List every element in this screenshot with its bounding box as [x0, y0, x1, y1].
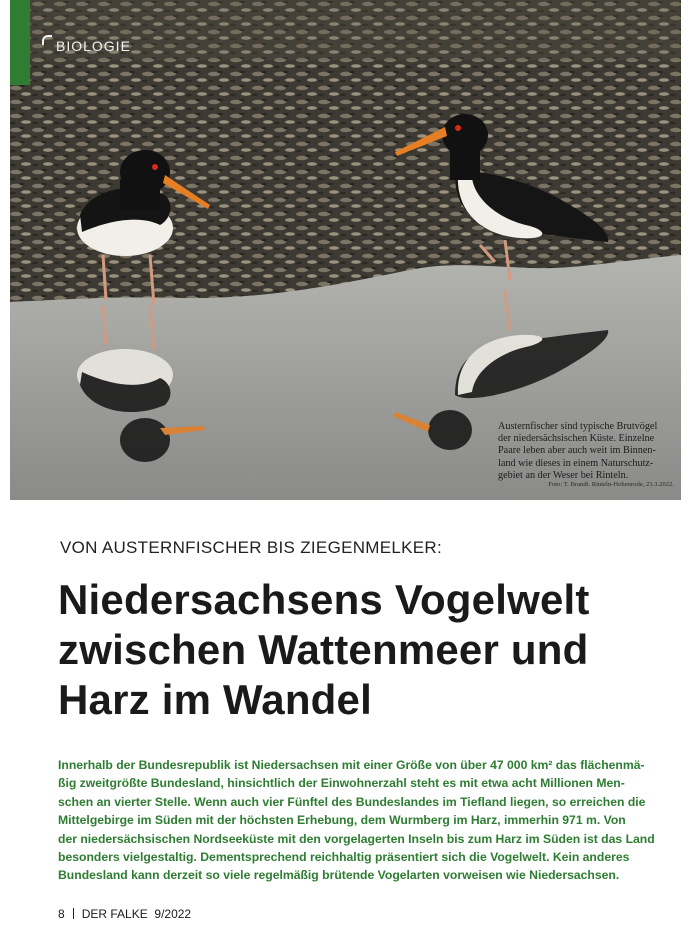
- caption-line: Paare leben aber auch weit im Binnen-: [498, 445, 656, 457]
- caption-line: gebiet an der Weser bei Rinteln.: [498, 469, 629, 481]
- headline-line: zwischen Wattenmeer und: [58, 626, 589, 673]
- magazine-name: DER FALKE: [81, 907, 148, 921]
- photo-caption: [498, 421, 674, 482]
- lead-line: Mittelgebirge im Süden mit der höchsten Erhebung, dem Wurmberg im Harz, immerhin 971 m. Von: [58, 813, 626, 828]
- caption-line: Austernfischer sind typische Brutvögel: [498, 421, 658, 432]
- headline-line: Niedersachsens Vogelwelt: [58, 576, 590, 623]
- lead-line: ßig zweitgrößte Bundesland, hinsichtlich der Einwohnerzahl steht es mit etwa acht Millionen Men-: [58, 776, 625, 791]
- lead-line: schen an vierter Stelle. Wenn auch vier Fünftel des Bundeslandes im Tiefland liegen, so erreichen die: [58, 794, 646, 809]
- lead-line: Bundesland kann derzeit so viele regelmäßig brütende Vogelarten vorweisen wie Niedersachsen.: [58, 868, 620, 883]
- page-footer: [58, 907, 191, 921]
- section-label: [42, 35, 131, 54]
- section-color-tab: [10, 0, 30, 85]
- section-label-text: BIOLOGIE: [56, 38, 131, 54]
- caption-line: land wie dieses in einem Naturschutz-: [498, 457, 654, 469]
- photo-credit: Foto: T. Brandt. Rinteln-Hohenrode, 23.3.2022.: [548, 481, 674, 488]
- lead-line: besonders vielgestaltig. Dementsprechend reichhaltig präsentiert sich die Vogelwelt. Kein anderes: [58, 850, 630, 865]
- article-headline: [58, 575, 678, 725]
- lead-line: der niedersächsischen Nordseeküste mit den vorgelagerten Inseln bis zum Harz im Süden ist das Land: [58, 831, 655, 846]
- page-number: 8: [58, 907, 65, 921]
- article-lead: [58, 756, 654, 885]
- caption-line: der niedersächsischen Küste. Einzelne: [498, 433, 655, 445]
- issue-number: 9/2022: [154, 907, 192, 921]
- lead-line: Innerhalb der Bundesrepublik ist Niedersachsen mit einer Größe von über 47 000 km² das flächenmä-: [58, 758, 645, 772]
- footer-divider: [73, 908, 74, 919]
- headline-line: Harz im Wandel: [58, 676, 372, 723]
- section-arc-icon: [42, 35, 52, 45]
- article-kicker: VON AUSTERNFISCHER BIS ZIEGENMELKER:: [60, 538, 443, 557]
